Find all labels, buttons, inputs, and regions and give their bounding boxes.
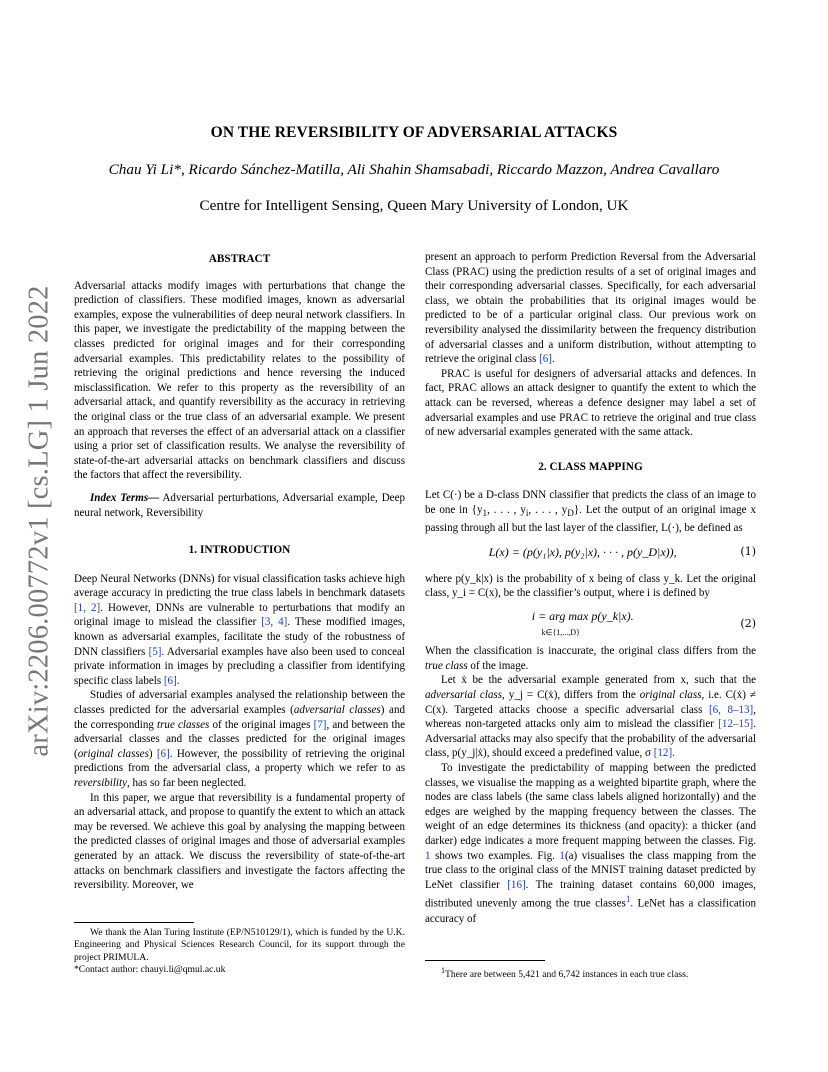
text-run: , has so far been neglected. [126,777,247,789]
class-mapping-paragraph-4 [425,673,756,761]
index-terms [74,491,405,520]
citation-link[interactable]: [1, 2] [74,601,101,614]
italic-term: adversarial classes [293,704,381,717]
arxiv-stamp-text: arXiv:2206.00772v1 [cs.LG] 1 Jun 2022 [24,285,56,757]
equation-2-number: (2) [740,617,756,631]
intro-paragraph-2 [74,688,405,790]
right-column [425,250,757,981]
text-run: shows two examples. Fig. [430,849,560,862]
citation-link[interactable]: [7] [313,718,327,731]
text-run: When the classification is inaccurate, the original class differs from the [425,645,756,658]
class-mapping-paragraph-3 [425,644,756,673]
footnote-1-text: There are between 5,421 and 6,742 instances in each true class. [445,969,689,981]
text-run: . [552,353,555,366]
text-run: . However, the possibility of retrieving the original predictions from the adversarial class, a property which we refer to as [74,747,405,775]
intro-continued-paragraph [425,250,756,367]
text-run: . These modified images, known as adversarial examples, facilitate the study of the robustness of DNN classifiers [74,616,405,658]
intro-paragraph-1 [74,572,405,689]
figure-link[interactable]: 1 [425,849,431,862]
text-run: , i.e. C(ẋ) ≠ C(x). Targeted attacks choose a specific adversarial class [425,689,756,716]
text-run: , and between the adversarial classes and the classes predicted for the original images ( [74,718,405,760]
citation-link[interactable]: [6] [539,353,552,366]
text-run: . The training dataset contains 60,000 images, distributed unevenly among the true classes [425,878,756,911]
text-run: , . . . , y [487,503,526,516]
italic-term: original classes [77,747,149,760]
text-run: Let ẋ be the adversarial example generated from x, such that the [441,674,756,687]
text-run: . However, DNNs are vulnerable to perturbations that modify an original image to mislead the classifier [74,601,405,629]
footnote-rule [74,922,194,923]
text-run: Let C(·) be a D-class DNN classifier that predicts the class of an image to be one in {y [425,489,756,516]
text-run: }. Let the output of an original image x passing through all but the last layer of the classifier, L(·), be defined as [425,503,757,534]
text-run: of the original images [209,718,314,731]
citation-link[interactable]: [3, 4] [261,616,288,629]
author-list: Chau Yi Li*, Ricardo Sánchez-Matilla, Ali Shahin Shamsabadi, Riccardo Mazzon, Andrea Cavallaro [108,161,720,178]
italic-term: reversibility [74,777,127,789]
left-column [74,252,406,976]
text-run: To investigate the predictability of mapping between the predicted classes, we visualise the mapping as a weighted bipartite graph, where the nodes are class labels (the same class labels aligned horizontally) and the edges are weighed by the mapping frequency between the classes. The weight of an edge determines its thickness (and opacity): a thicker (and darker) edge indicates a more frequent mapping between the classes. Fig. [425,762,756,847]
arxiv-stamp [20,285,60,757]
equation-2-text: i = arg max p(y_k|x). [531,609,634,624]
section-2-heading: 2. CLASS MAPPING [538,460,643,473]
subscript: i [525,508,529,519]
class-mapping-paragraph-1 [425,488,756,535]
text-run: ) and the corresponding [74,704,405,731]
equation-2-body [425,609,740,640]
class-mapping-paragraph-5 [425,761,756,926]
footnote-1 [425,965,756,982]
equation-1-body: L(x) = (p(y₁|x), p(y₂|x), · · · , p(y_D|x)), [488,545,677,560]
equation-1 [425,545,756,560]
italic-term: true classes [157,718,210,731]
text-run: Studies of adversarial examples analysed the relationship between the classes predicted for the adversarial examples ( [74,689,405,717]
text-run: ) [148,747,157,760]
citation-link[interactable]: [6] [156,747,170,760]
text-run: . [176,674,180,687]
prac-paragraph: PRAC is useful for designers of adversarial attacks and defences. In fact, PRAC allows an attack designer to quantify the extent to which the attack can be reversed, whereas a defence designer may label a set of adversarial examples and use PRAC to retrieve the original and true class of new adversarial examples generated with the same attack. [425,367,756,439]
funding-footnote: We thank the Alan Turing Institute (EP/N510129/1), which is funded by the U.K. Engineering and Physical Sciences Research Council, for its support through the project PRIMULA. [74,927,405,963]
text-run: (a) visualises the class mapping from the true class to the original class of the MNIST training dataset predicted by LeNet classifier [425,849,756,891]
citation-link[interactable]: [6] [163,674,177,687]
index-terms-text: Adversarial perturbations, Adversarial example, Deep neural network, Reversibility [74,491,406,519]
paper-title: ON THE REVERSIBILITY OF ADVERSARIAL ATTACKS [210,124,618,141]
text-run: . [672,747,675,760]
footnote-mark: 1 [441,966,445,975]
footnote-rule [425,960,545,961]
text-run: of the image. [467,659,529,672]
italic-term: original class [639,689,702,702]
right-footnotes [425,960,756,982]
equation-2 [425,609,756,640]
section-1-heading: 1. INTRODUCTION [188,544,291,557]
text-run: Deep Neural Networks (DNNs) for visual classification tasks achieve high average accuracy in predicting the true class labels in benchmark datasets [74,572,405,600]
italic-term: adversarial class [425,689,503,702]
index-terms-label: Index Terms— [90,491,160,504]
figure-link[interactable]: 1 [559,849,565,862]
equation-2-subscript: k∈{1,...,D} [541,627,580,637]
subscript: D [567,508,574,519]
text-run: present an approach to perform Prediction Reversal from the Adversarial Class (PRAC) using the prediction results of a set of original images and their corresponding adversarial classes. Specifically, for each adversarial class, we obtain the probabilities that its original images would be predicted to be of a particular original class. Our previous work on reversibility analysed the dissimilarity between the frequency distribution of adversarial classes and a uniform distribution, without attempting to retrieve the original class [425,251,756,366]
affiliation: Centre for Intelligent Sensing, Queen Mary University of London, UK [199,197,629,214]
text-run: . Adversarial examples have also been used to conceal private information in images by precluding a classifier from identifying specific class labels [74,645,405,687]
left-footnotes [74,922,405,977]
citation-link[interactable]: [5] [148,645,162,658]
abstract-text: Adversarial attacks modify images with perturbations that change the prediction of classifiers. These modified images, known as adversarial examples, expose the vulnerabilities of deep neural network classifiers. In this paper, we investigate the predictability of the mapping between the classes predicted for original images and for their corresponding adversarial examples. This predictability relates to the possibility of retrieving the original predictions and hence reversing the induced misclassification. We refer to this property as the reversibility of an adversarial attack, and quantify reversibility as the accuracy in retrieving the original class or the true class of an adversarial example. We present an approach that reverses the effect of an adversarial attack on a classifier using a prior set of classification results. We analyse the reversibility of state-of-the-art adversarial attacks on benchmark classifiers and discuss the factors that affect the reversibility. [74,279,405,482]
text-run: , y_j = C(ẋ), differs from the [502,689,640,702]
citation-link[interactable]: [12] [653,747,673,760]
citation-link[interactable]: [12–15] [718,718,754,731]
intro-paragraph-3: In this paper, we argue that reversibility is a fundamental property of an adversarial attack, and propose to quantify the extent to which an attack may be reversed. We achieve this goal by analysing the mapping between the predicted classes of original images and those of adversarial examples generated by an attack. We discuss the reversibility of state-of-the-art attacks on benchmark classifiers and investigate the factors affecting the reversibility. Moreover, we [74,791,405,892]
footnote-link[interactable]: 1 [625,894,631,905]
abstract-heading: ABSTRACT [208,253,271,265]
class-mapping-paragraph-2: where p(y_k|x) is the probability of x being of class y_k. Let the original class, y_i = C(x), be the classifier’s output, where i is defined by [425,572,756,600]
contact-footnote: *Contact author: chauyi.li@qmul.ac.uk [74,964,226,976]
text-run: , whereas non-targeted attacks only aim to mislead the classifier [425,703,756,731]
subscript: 1 [482,508,488,519]
italic-term: true class [425,659,468,672]
text-run: . LeNet has a classification accuracy of [425,898,756,925]
equation-1-number: (1) [740,545,756,559]
citation-link[interactable]: [16] [507,878,526,891]
citation-link[interactable]: [6, 8–13] [708,703,754,716]
text-run: . Adversarial attacks may also specify that the probability of the adversarial class, p(y_j|ẋ), should exceed a predefined value, σ [425,718,756,760]
text-run: , . . . , y [528,503,568,516]
